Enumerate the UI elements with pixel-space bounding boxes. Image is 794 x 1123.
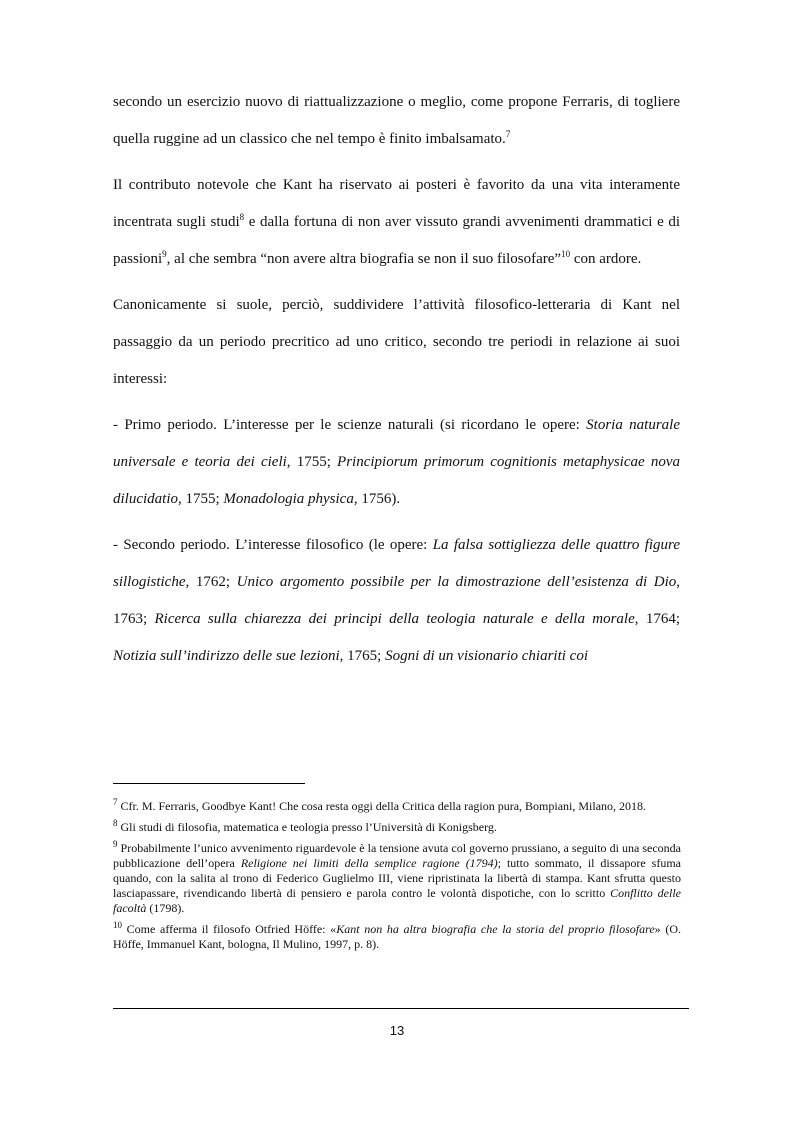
work-title: La falsa sottigliezza delle quattro figure sillogistiche xyxy=(113,537,680,590)
paragraph-text: con ardore. xyxy=(570,251,642,267)
work-title: Monadologia physica xyxy=(223,491,354,507)
paragraph-first-period xyxy=(113,407,680,518)
body-text xyxy=(113,84,680,684)
work-title: Storia naturale universale e teoria dei cieli xyxy=(113,417,680,470)
footnote-number: 7 xyxy=(113,797,118,807)
quote: Kant non ha altra biografia che la storia del proprio filosofare xyxy=(336,922,655,936)
paragraph-text: , 1755; xyxy=(178,491,224,507)
paragraph-1 xyxy=(113,84,680,158)
footnote-text: Come afferma il filosofo Otfried Höffe: « xyxy=(122,922,337,936)
work-title: Notizia sull’indirizzo delle sue lezioni xyxy=(113,648,340,664)
paragraph-text: - Primo periodo. L’interesse per le scienze naturali (si ricordano le opere: xyxy=(113,417,587,433)
footnote-10 xyxy=(113,922,681,952)
footnote-text: Probabilmente l’unico avvenimento riguardevole è la tensione avuta col governo prussiano, a seguito di una seconda pubblicazione dell’opera xyxy=(113,841,681,870)
footnote-text: Cfr. M. Ferraris, Goodbye Kant! Che cosa resta oggi della Critica della ragion pura, Bompiani, Milano, 2018. xyxy=(117,799,647,813)
work-title: Sogni di un visionario chiariti coi xyxy=(385,648,589,664)
paragraph-text: e dalla fortuna di non aver vissuto grandi avvenimenti drammatici e di passioni xyxy=(113,214,680,267)
footnote-9 xyxy=(113,841,681,916)
work-title: Unico argomento possibile per la dimostrazione dell’esistenza di Dio xyxy=(236,574,677,590)
paragraph-text: Il contributo notevole che Kant ha riservato ai posteri è favorito da una vita interamente incentrata sugli studi xyxy=(113,177,680,230)
paragraph-text: secondo un esercizio nuovo di riattualizzazione o meglio, come propone Ferraris, di togliere quella ruggine ad un classico che nel tempo è finito imbalsamato. xyxy=(113,94,680,147)
paragraph-text: - Secondo periodo. L’interesse filosofico (le opere: xyxy=(113,537,433,553)
paragraph-text: , 1764; xyxy=(634,611,680,627)
paragraph-text: , 1762; xyxy=(185,574,237,590)
paragraph-text: Canonicamente si suole, perciò, suddividere l’attività filosofico-letteraria di Kant nel passaggio da un periodo precritico ad uno critico, secondo tre periodi in relazione ai suoi interessi: xyxy=(113,297,680,387)
footnote-7 xyxy=(113,799,681,814)
paragraph-text: , 1763; xyxy=(113,574,681,627)
footnotes xyxy=(113,799,681,958)
footer-rule xyxy=(113,1008,689,1009)
footnote-ref-10[interactable]: 10 xyxy=(561,249,571,259)
paragraph-3 xyxy=(113,287,680,398)
footnote-text: (1798). xyxy=(146,901,185,915)
footnote-ref-9[interactable]: 9 xyxy=(162,249,167,259)
footnote-ref-7[interactable]: 7 xyxy=(505,129,511,139)
paragraph-text: , 1756). xyxy=(353,491,401,507)
footnote-number: 10 xyxy=(113,920,122,930)
work-title: Ricerca sulla chiarezza dei principi della teologia naturale e della morale xyxy=(154,611,635,627)
footnote-text: Gli studi di filosofia, matematica e teologia presso l’Università di Konigsberg. xyxy=(117,820,497,834)
footnote-number: 8 xyxy=(113,818,118,828)
footnote-8 xyxy=(113,820,681,835)
footnote-text: ; tutto sommato, il dissapore sfuma quando, con la salita al trono di Federico Guglielmo III, viene ripristinata la libertà di stampa. Kant sfrutta questo lasciapassare, rivendicando libertà di pensiero e parola contro le volontà dispotiche, con lo scritto xyxy=(113,856,681,900)
footnote-text: » (O. Höffe, Immanuel Kant, bologna, Il Mulino, 1997, p. 8). xyxy=(113,922,682,951)
paragraph-2 xyxy=(113,167,680,278)
paragraph-text: , 1755; xyxy=(286,454,338,470)
paragraph-text: , 1765; xyxy=(339,648,386,664)
paragraph-text: , al che sembra “non avere altra biografia se non il suo filosofare” xyxy=(166,251,562,267)
work-title: Conflitto delle facoltà xyxy=(113,886,681,915)
footnote-ref-8[interactable]: 8 xyxy=(239,212,245,222)
work-title: Principiorum primorum cognitionis metaphysicae nova dilucidatio xyxy=(113,454,680,507)
footnote-separator xyxy=(113,783,305,784)
page-number: 13 xyxy=(389,1023,405,1038)
footnote-number: 9 xyxy=(113,839,118,849)
paragraph-second-period xyxy=(113,527,680,675)
work-title: Religione nei limiti della semplice ragione (1794) xyxy=(240,856,498,870)
